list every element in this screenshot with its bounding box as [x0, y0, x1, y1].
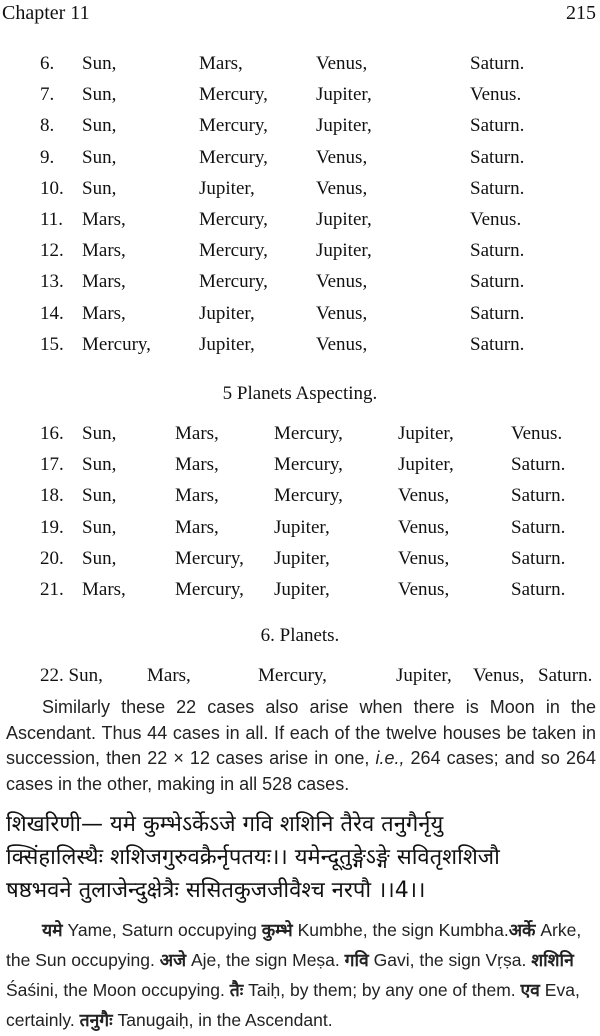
- sanskrit-term: गवि: [344, 951, 369, 971]
- cell: Mars,: [82, 271, 126, 293]
- table-row: [0, 423, 600, 451]
- cell: Mercury,: [199, 146, 268, 168]
- cell: 11.: [40, 209, 64, 230]
- cell: Jupiter,: [274, 579, 330, 600]
- cell: Mercury,: [82, 333, 151, 355]
- cell: Mars,: [199, 53, 243, 74]
- cell: Saturn.: [470, 240, 525, 262]
- cell: Venus,: [316, 333, 368, 355]
- cell: Mercury,: [199, 271, 268, 293]
- gloss-text: Aje, the sign Meṣa.: [186, 950, 345, 970]
- cell: 14.: [40, 302, 64, 324]
- cell: Mercury,: [199, 115, 268, 137]
- cell: Mercury,: [199, 84, 268, 106]
- cell: Saturn.: [538, 665, 593, 686]
- cell: Mars,: [175, 454, 219, 476]
- cell: Mercury,: [175, 547, 244, 569]
- sanskrit-term: यमे: [42, 921, 63, 941]
- cell: Mercury,: [274, 423, 343, 444]
- paragraph-text: Similarly these 22 cases also arise when there is Moon in the Ascendant. Thus 44 cases in all. If each of the twelve houses be taken in succession, then 22 × 12 cases arise in one,: [6, 697, 596, 768]
- cell: 21.: [40, 579, 64, 600]
- cell: 8.: [40, 115, 55, 137]
- cell: Mars,: [82, 302, 126, 324]
- cell: Sun,: [82, 454, 117, 476]
- cell: Mars,: [147, 665, 191, 686]
- cell: Venus,: [398, 547, 450, 569]
- cell: Venus,: [398, 516, 450, 538]
- cell: Sun,: [82, 53, 117, 74]
- cell: 22. Sun,: [40, 665, 103, 686]
- cell: Jupiter,: [316, 240, 372, 262]
- page-number: 215: [566, 2, 596, 24]
- cell: Jupiter,: [274, 547, 330, 569]
- paragraph-ie: i.e.,: [375, 748, 405, 768]
- sanskrit-verse-line: क्सिंहालिस्थैः शशिजगुरुवक्रैर्नृपतयः।। यमेन्दूतुङ्गेऽङ्गे सवितृशशिजौ: [6, 845, 500, 870]
- chapter-title: Chapter 11: [2, 2, 90, 24]
- cell: Venus.: [470, 209, 522, 230]
- cell: Mercury,: [258, 665, 327, 686]
- cell: Sun,: [82, 485, 117, 507]
- sanskrit-term: अजे: [159, 951, 187, 971]
- cell: Saturn.: [511, 547, 566, 569]
- gloss-text: Arke, the Sun occupying.: [6, 920, 582, 970]
- cell: Saturn.: [470, 271, 525, 293]
- sanskrit-term: कुम्भे: [261, 921, 293, 941]
- cell: Venus,: [316, 271, 368, 293]
- cell: Sun,: [82, 516, 117, 538]
- cell: Venus,: [316, 146, 368, 168]
- cell: Mars,: [82, 240, 126, 262]
- gloss-text: Yame, Saturn occupying: [62, 920, 262, 940]
- cell: Venus,: [398, 579, 450, 600]
- cell: 15.: [40, 333, 64, 355]
- cell: Saturn.: [470, 115, 525, 137]
- paragraph-text: 264 cases; and so 264 cases in the other, making in all 528 cases.: [6, 748, 597, 794]
- cell: Saturn.: [470, 333, 525, 355]
- cell: 16.: [40, 423, 64, 444]
- table-row: [0, 84, 600, 112]
- table-row: [0, 240, 600, 268]
- summary-paragraph: [6, 695, 596, 797]
- table-row: [0, 53, 600, 81]
- cell: Jupiter,: [316, 84, 372, 106]
- sanskrit-verse-line: षष्ठभवने तुलाजेन्दुक्षेत्रैः ससितकुजजीवैश्च नरपौ ।।4।।: [6, 878, 426, 903]
- cell: Venus,: [473, 665, 525, 686]
- cell: Jupiter,: [396, 665, 452, 686]
- table-row: [0, 271, 600, 299]
- cell: 6.: [40, 53, 55, 74]
- cell: Saturn.: [470, 146, 525, 168]
- cell: Sun,: [82, 115, 117, 137]
- cell: Jupiter,: [199, 333, 255, 355]
- cell: Saturn.: [470, 53, 525, 74]
- cell: Saturn.: [470, 177, 525, 199]
- cell: 7.: [40, 84, 55, 106]
- cell: Mercury,: [274, 485, 343, 507]
- table-row: [0, 517, 600, 545]
- cell: Venus,: [316, 302, 368, 324]
- cell: Mars,: [82, 209, 126, 230]
- cell: Venus,: [316, 53, 368, 74]
- table-row: [0, 485, 600, 513]
- table-row: [0, 665, 600, 693]
- cell: Venus.: [511, 423, 563, 444]
- gloss-text: Śaśini, the Moon occupying.: [6, 980, 230, 1000]
- cell: Mars,: [175, 516, 219, 538]
- cell: Saturn.: [511, 579, 566, 600]
- cell: Mercury,: [274, 454, 343, 476]
- table-row: [0, 178, 600, 206]
- cell: Mars,: [175, 423, 219, 444]
- sanskrit-term: शशिनि: [531, 951, 574, 971]
- cell: 12.: [40, 240, 64, 262]
- cell: Saturn.: [511, 485, 566, 507]
- sanskrit-verse-line: शिखरिणी— यमे कुम्भेऽर्केऽजे गवि शशिनि तैरेव तनुगैर्नृयु: [6, 812, 444, 837]
- table-row: [0, 303, 600, 331]
- cell: 17.: [40, 454, 64, 476]
- cell: 10.: [40, 177, 64, 199]
- cell: Venus,: [398, 485, 450, 507]
- five-planets-heading: 5 Planets Aspecting.: [222, 383, 378, 404]
- gloss-text: Tanugaiḥ, in the Ascendant.: [112, 1010, 333, 1030]
- cell: Sun,: [82, 423, 117, 444]
- sanskrit-term: तनुगैः: [79, 1011, 113, 1031]
- sanskrit-term: एव: [520, 981, 540, 1001]
- cell: Saturn.: [470, 302, 525, 324]
- cell: Jupiter,: [316, 209, 372, 230]
- gloss-text: Taiḥ, by them; by any one of them.: [243, 980, 521, 1000]
- cell: Jupiter,: [274, 516, 330, 538]
- sanskrit-term: अर्के: [508, 921, 536, 941]
- cell: 18.: [40, 485, 64, 507]
- table-row: [0, 548, 600, 576]
- cell: 9.: [40, 146, 55, 168]
- cell: 20.: [40, 547, 64, 569]
- gloss-text: Gavi, the sign Vṛṣa.: [368, 950, 532, 970]
- cell: Sun,: [82, 84, 117, 106]
- cell: Jupiter,: [398, 423, 454, 444]
- cell: Mercury,: [199, 209, 268, 230]
- cell: 19.: [40, 516, 64, 538]
- word-gloss: [6, 916, 596, 1036]
- cell: Jupiter,: [398, 454, 454, 476]
- cell: 13.: [40, 271, 64, 293]
- cell: Mercury,: [175, 579, 244, 600]
- cell: Venus.: [470, 84, 522, 106]
- table-row: [0, 334, 600, 362]
- cell: Saturn.: [511, 454, 566, 476]
- cell: Saturn.: [511, 516, 566, 538]
- cell: Sun,: [82, 177, 117, 199]
- gloss-text: Kumbhe, the sign Kumbha.: [292, 920, 509, 940]
- cell: Jupiter,: [199, 177, 255, 199]
- table-row: [0, 454, 600, 482]
- cell: Venus,: [316, 177, 368, 199]
- cell: Mercury,: [199, 240, 268, 262]
- table-row: [0, 579, 600, 607]
- table-row: [0, 147, 600, 175]
- table-row: [0, 209, 600, 237]
- sanskrit-term: तैः: [229, 981, 244, 1001]
- cell: Mars,: [82, 579, 126, 600]
- six-planets-heading: 6. Planets.: [260, 625, 340, 646]
- cell: Sun,: [82, 146, 117, 168]
- table-row: [0, 115, 600, 143]
- cell: Jupiter,: [316, 115, 372, 137]
- cell: Mars,: [175, 485, 219, 507]
- cell: Jupiter,: [199, 302, 255, 324]
- gloss-text: Eva, certainly.: [6, 980, 580, 1030]
- cell: Sun,: [82, 547, 117, 569]
